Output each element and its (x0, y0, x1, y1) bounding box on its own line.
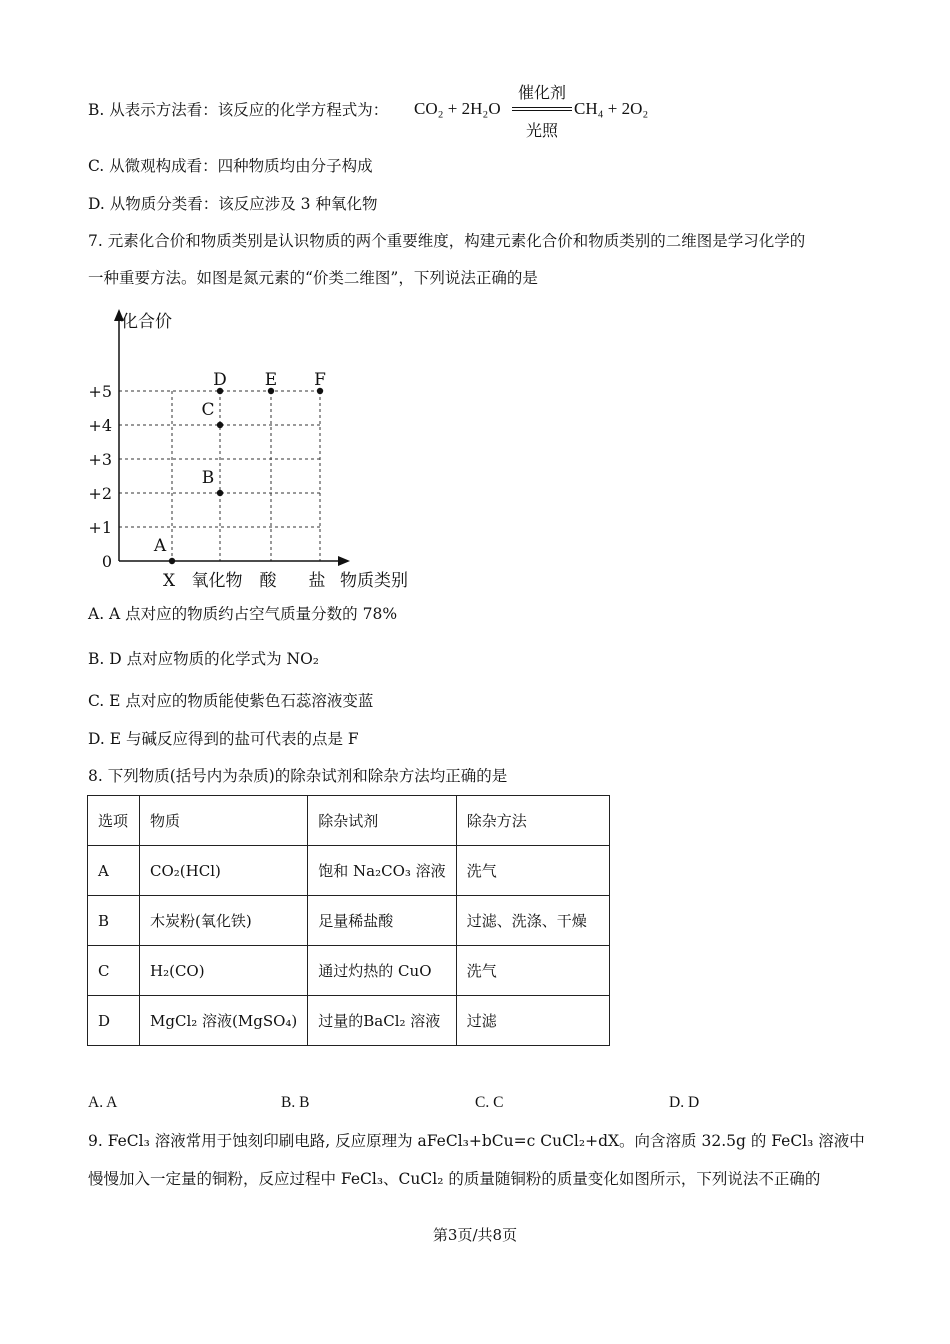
q9-stem-line2: 慢慢加入一定量的铜粉，反应过程中 FeCl₃、CuCl₂ 的质量随铜粉的质量变化如图所示，下列说法不正确的 (88, 1170, 821, 1188)
table-cell: CO₂(HCl) (140, 846, 308, 896)
y-tick-label: +4 (88, 416, 112, 435)
table-cell: D (88, 996, 140, 1046)
q6-option-c: C. 从微观构成看：四种物质均由分子构成 (88, 157, 373, 175)
data-point-label: A (153, 536, 167, 556)
q7-option-d: D. E 与碱反应得到的盐可代表的点是 F (88, 730, 359, 748)
q7-stem-line2: 一种重要方法。如图是氮元素的“价类二维图”，下列说法正确的是 (88, 269, 538, 287)
y-axis-label: 化合价 (121, 312, 172, 332)
q8-answer-b: B. B (281, 1094, 310, 1111)
data-point-label: B (201, 468, 215, 488)
data-point-label: E (264, 370, 278, 390)
table-header-cell: 除杂试剂 (308, 796, 456, 846)
q7-option-b: B. D 点对应物质的化学式为 NO₂ (88, 650, 320, 668)
q8-answer-c: C. C (475, 1094, 504, 1111)
y-tick-label: +1 (88, 518, 112, 537)
equation-catalyst: 催化剂 (517, 85, 566, 102)
y-tick-label: +2 (88, 484, 112, 503)
table-cell: 过滤、洗涤、干燥 (456, 896, 609, 946)
table-header-cell: 物质 (140, 796, 308, 846)
table-cell: 足量稀盐酸 (308, 896, 456, 946)
x-tick-label: 盐 (308, 571, 326, 590)
q7-option-a: A. A 点对应的物质约占空气质量分数的 78% (88, 605, 398, 623)
table-cell: A (88, 846, 140, 896)
x-axis-label: 物质类别 (340, 571, 408, 590)
q6-option-b-prefix: B. 从表示方法看：该反应的化学方程式为： (88, 101, 389, 119)
equation-equals-sign (512, 107, 572, 111)
table-cell: 饱和 Na₂CO₃ 溶液 (308, 846, 456, 896)
equation-condition: 光照 (525, 123, 558, 140)
q8-answer-a: A. A (88, 1094, 118, 1111)
q8-answer-d: D. D (669, 1094, 700, 1111)
q8-stem: 8. 下列物质(括号内为杂质)的除杂试剂和除杂方法均正确的是 (88, 767, 508, 785)
data-point-label: F (314, 370, 326, 390)
data-point (169, 558, 175, 564)
q7-option-c: C. E 点对应的物质能使紫色石蕊溶液变蓝 (88, 692, 374, 710)
table-cell: H₂(CO) (140, 946, 308, 996)
y-tick-label: 0 (101, 552, 112, 571)
table-cell: 木炭粉(氧化铁) (140, 896, 308, 946)
y-tick-label: +3 (88, 450, 112, 469)
table-cell: C (88, 946, 140, 996)
table-header-cell: 选项 (88, 796, 140, 846)
table-cell: 过量的BaCl₂ 溶液 (308, 996, 456, 1046)
equation-left: CO₂ + 2H₂O (414, 99, 501, 118)
data-point (217, 422, 223, 428)
table-row (88, 846, 610, 896)
table-row (88, 946, 610, 996)
q9-stem-line1: 9. FeCl₃ 溶液常用于蚀刻印刷电路, 反应原理为 aFeCl₃+bCu=c CuCl₂+dX。向含溶质 32.5g 的 FeCl₃ 溶液中 (88, 1132, 865, 1150)
table-header-row (88, 796, 610, 846)
table-cell: 洗气 (456, 946, 609, 996)
q7-stem-line1: 7. 元素化合价和物质类别是认识物质的两个重要维度，构建元素化合价和物质类别的二维图是学习化学的 (88, 232, 806, 250)
table-cell: 洗气 (456, 846, 609, 896)
data-point (217, 490, 223, 496)
table-row (88, 996, 610, 1046)
q6-option-b (88, 100, 388, 120)
page-footer: 第3页/共8页 (432, 1226, 518, 1244)
q8-options-table (87, 795, 610, 1046)
data-point-label: D (213, 370, 227, 390)
table-header-cell: 除杂方法 (456, 796, 609, 846)
x-tick-label: 氧化物 (191, 571, 243, 590)
x-tick-label: X (162, 571, 176, 590)
y-tick-label: +5 (88, 382, 112, 401)
table-cell: MgCl₂ 溶液(MgSO₄) (140, 996, 308, 1046)
table-cell: B (88, 896, 140, 946)
q6-option-d: D. 从物质分类看：该反应涉及 3 种氧化物 (88, 195, 378, 213)
table-cell: 通过灼热的 CuO (308, 946, 456, 996)
table-cell: 过滤 (456, 996, 609, 1046)
data-point-label: C (201, 400, 215, 420)
x-axis-arrow (338, 556, 350, 566)
equation-right: CH₄ + 2O₂ (574, 99, 649, 118)
table-row (88, 896, 610, 946)
valence-class-chart (80, 305, 430, 590)
x-tick-label: 酸 (259, 571, 277, 590)
